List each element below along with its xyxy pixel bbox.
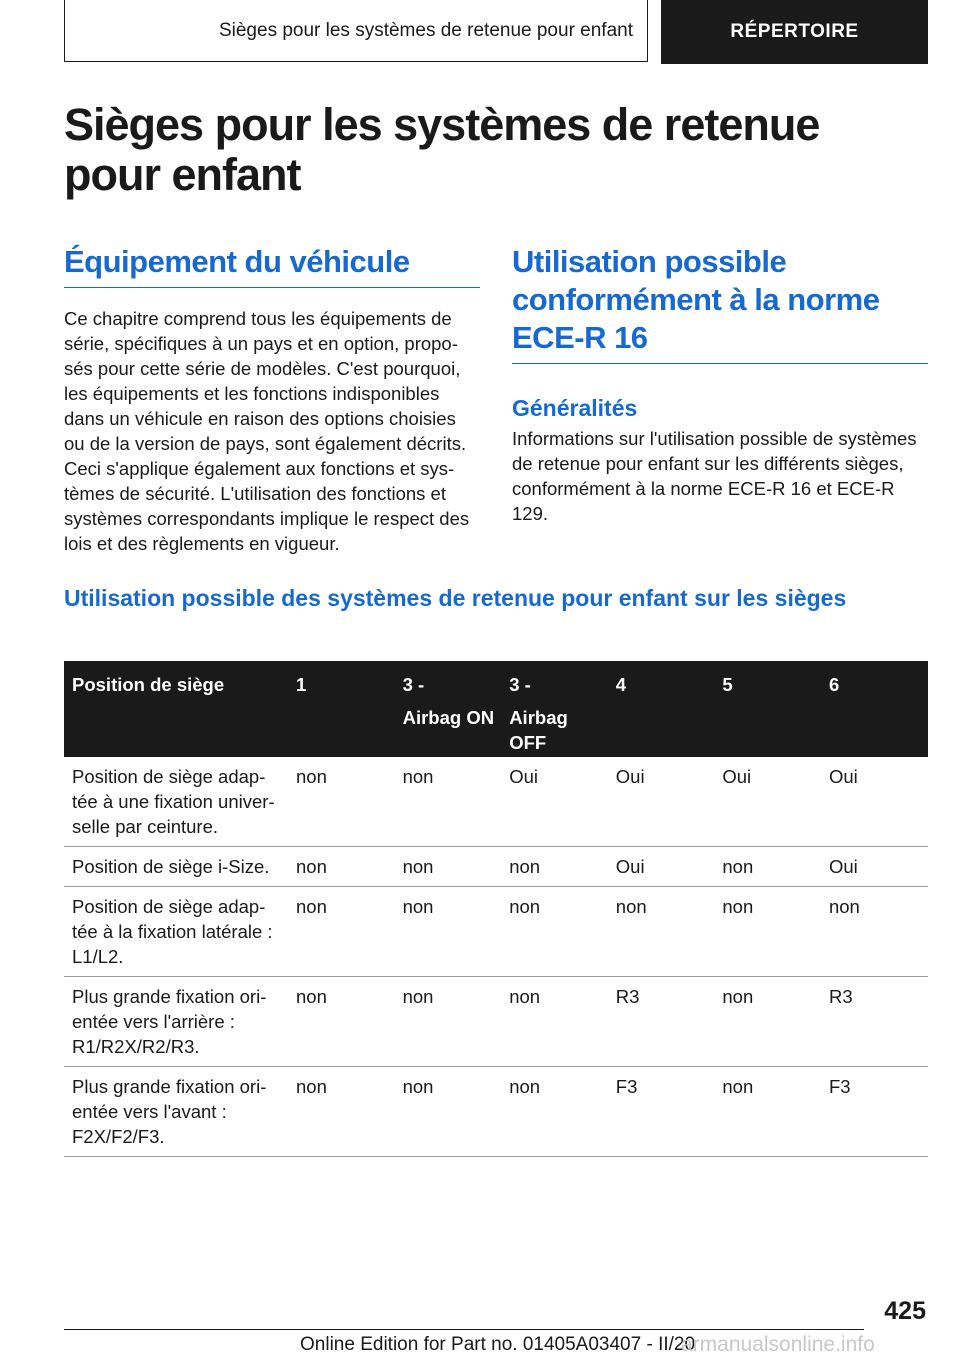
right-column	[512, 243, 928, 526]
value-cell: non	[722, 856, 754, 877]
value-cell: Oui	[615, 856, 645, 877]
value-cell: non	[402, 856, 434, 877]
row-label-cell: Plus grande fixation orientée vers l'arrière : R1/R2X/R2/R3.	[72, 986, 267, 1057]
page-header	[64, 0, 928, 64]
table-row	[64, 847, 928, 887]
value-cell: non	[509, 1076, 541, 1097]
value-cell: non	[296, 856, 327, 877]
row-label-cell: Position de siège i-Size.	[72, 856, 270, 877]
header-cell: 5	[722, 674, 733, 695]
row-label-cell: Position de siège adaptée à la fixation latérale : L1/L2.	[72, 896, 273, 967]
value-cell: non	[402, 896, 434, 917]
value-cell: non	[828, 896, 860, 917]
value-cell: non	[722, 986, 754, 1007]
left-column	[64, 243, 480, 556]
value-cell: non	[296, 766, 327, 787]
value-cell: non	[722, 1076, 754, 1097]
vehicle-equipment-text: Ce chapitre comprend tous les équipements de série, spécifiques à un pays et en option, proposés pour cette série de modèles. C'est pourquoi, les équipements et les fonctions indisponibles dans un véhicule en raison des options choisies ou de la version de pays, sont également décrits. Ceci s'applique également aux fonctions et systèmes de sécurité. L'utilisation des fonctions et systèmes correspondants implique le respect des lois et des règlements en vigueur.	[64, 308, 470, 554]
header-cell: 3 - Airbag ON	[402, 674, 495, 728]
watermark: armanualsonline.info	[681, 1333, 875, 1356]
table-row	[64, 757, 928, 847]
value-cell: Oui	[828, 856, 858, 877]
table-row	[64, 977, 928, 1067]
page-number: 425	[884, 1297, 926, 1325]
general-subheading: Généralités	[512, 395, 638, 421]
value-cell: non	[509, 856, 541, 877]
value-cell: non	[722, 896, 754, 917]
value-cell: non	[615, 896, 647, 917]
vehicle-equipment-heading: Équipement du véhicule	[64, 243, 480, 288]
value-cell: non	[509, 896, 541, 917]
edition-note: Online Edition for Part no. 01405A03407 - II/20	[300, 1334, 696, 1355]
seat-compatibility-table	[64, 661, 928, 1157]
value-cell: Oui	[615, 766, 645, 787]
header-cell: 4	[615, 674, 627, 695]
value-cell: F3	[615, 1076, 638, 1097]
value-cell: Oui	[722, 766, 752, 787]
row-label-cell: Position de siège adaptée à une fixation universelle par ceinture.	[72, 766, 275, 837]
value-cell: R3	[828, 986, 853, 1007]
header-cell: 6	[828, 674, 840, 695]
value-cell: non	[296, 896, 327, 917]
header-section-title: Sièges pour les systèmes de retenue pour enfant	[64, 0, 648, 62]
table-row	[64, 1067, 928, 1157]
value-cell: R3	[615, 986, 640, 1007]
general-text: Informations sur l'utilisation possible de systèmes de retenue pour enfant sur les différents sièges, conformément à la norme ECE-R 16 et ECE-R 129.	[512, 428, 917, 524]
page-title: Sièges pour les systèmes de retenue pour enfant	[64, 99, 820, 200]
table-header-row	[64, 661, 928, 757]
value-cell: F3	[828, 1076, 851, 1097]
value-cell: non	[296, 1076, 327, 1097]
header-cell: 1	[296, 674, 307, 695]
value-cell: non	[296, 986, 327, 1007]
header-cell: 3 - Airbag OFF	[509, 674, 568, 753]
header-cell: Position de siège	[72, 674, 225, 695]
index-link[interactable]: RÉPERTOIRE	[661, 0, 928, 64]
value-cell: non	[402, 1076, 434, 1097]
value-cell: Oui	[828, 766, 858, 787]
row-label-cell: Plus grande fixation orientée vers l'avant : F2X/F2/F3.	[72, 1076, 267, 1147]
value-cell: non	[402, 766, 434, 787]
table-section-title: Utilisation possible des systèmes de retenue pour enfant sur les sièges	[64, 585, 847, 611]
ece-r16-heading: Utilisation possible conformément à la norme ECE-R 16	[512, 243, 928, 364]
table-row	[64, 887, 928, 977]
value-cell: non	[509, 986, 541, 1007]
value-cell: non	[402, 986, 434, 1007]
value-cell: Oui	[509, 766, 538, 787]
